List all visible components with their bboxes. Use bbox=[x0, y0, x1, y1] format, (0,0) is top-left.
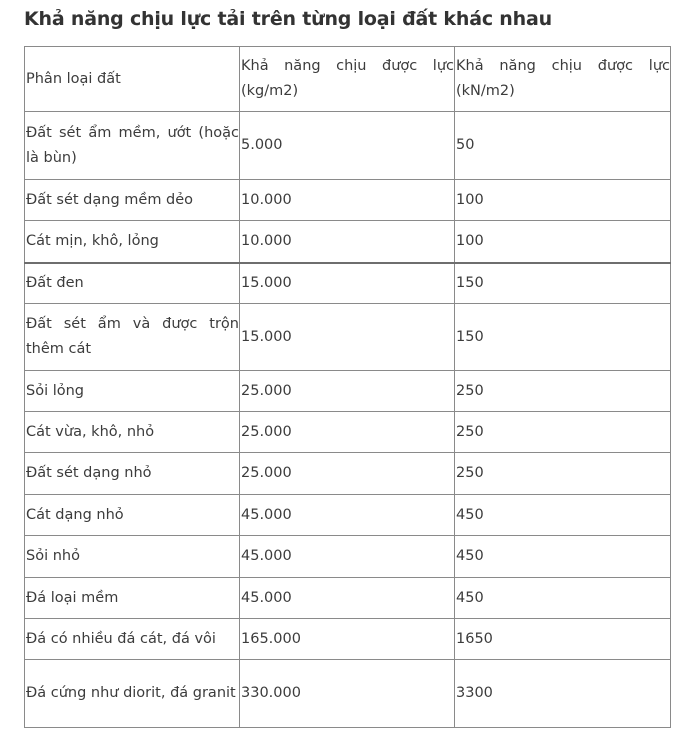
table-row bbox=[25, 536, 671, 578]
soil-cell: Cát vừa, khô, nhỏ bbox=[25, 412, 240, 453]
kn-m2-cell: 450 bbox=[455, 495, 671, 536]
kg-m2-cell: 5.000 bbox=[240, 112, 455, 180]
table-row bbox=[25, 578, 671, 619]
page-title: Khả năng chịu lực tải trên từng loại đất khác nhau bbox=[24, 8, 552, 30]
kn-m2-cell: 250 bbox=[455, 371, 671, 412]
kn-m2-cell: 150 bbox=[455, 304, 671, 371]
table-row bbox=[25, 180, 671, 221]
table-row bbox=[25, 112, 671, 180]
table-row bbox=[25, 660, 671, 728]
soil-bearing-capacity-table bbox=[24, 46, 671, 728]
header-soil-type: Phân loại đất bbox=[25, 47, 240, 112]
kg-m2-cell: 15.000 bbox=[240, 263, 455, 304]
table-row bbox=[25, 263, 671, 304]
kn-m2-cell: 50 bbox=[455, 112, 671, 180]
kg-m2-cell: 25.000 bbox=[240, 371, 455, 412]
kn-m2-cell: 1650 bbox=[455, 619, 671, 660]
kn-m2-cell: 150 bbox=[455, 263, 671, 304]
kg-m2-cell: 330.000 bbox=[240, 660, 455, 728]
kg-m2-cell: 45.000 bbox=[240, 495, 455, 536]
soil-cell: Đất sét ẩm và được trộn thêm cát bbox=[25, 304, 240, 371]
table-row bbox=[25, 619, 671, 660]
kn-m2-cell: 100 bbox=[455, 180, 671, 221]
soil-cell: Đất sét ẩm mềm, ướt (hoặc là bùn) bbox=[25, 112, 240, 180]
kg-m2-cell: 25.000 bbox=[240, 412, 455, 453]
kn-m2-cell: 450 bbox=[455, 536, 671, 578]
soil-cell: Đá cứng như diorit, đá granit bbox=[25, 660, 240, 728]
soil-cell: Sỏi lỏng bbox=[25, 371, 240, 412]
table-header-row bbox=[25, 47, 671, 112]
kn-m2-cell: 100 bbox=[455, 221, 671, 263]
kn-m2-cell: 250 bbox=[455, 412, 671, 453]
soil-cell: Đất đen bbox=[25, 263, 240, 304]
header-kg-m2: Khả năng chịu được lực (kg/m2) bbox=[240, 47, 455, 112]
kn-m2-cell: 250 bbox=[455, 453, 671, 495]
soil-cell: Cát dạng nhỏ bbox=[25, 495, 240, 536]
kg-m2-cell: 10.000 bbox=[240, 221, 455, 263]
table-row bbox=[25, 495, 671, 536]
kn-m2-cell: 450 bbox=[455, 578, 671, 619]
kn-m2-cell: 3300 bbox=[455, 660, 671, 728]
soil-cell: Đất sét dạng nhỏ bbox=[25, 453, 240, 495]
table-row bbox=[25, 304, 671, 371]
table-row bbox=[25, 221, 671, 263]
soil-cell: Đá có nhiều đá cát, đá vôi bbox=[25, 619, 240, 660]
table-row bbox=[25, 371, 671, 412]
soil-cell: Sỏi nhỏ bbox=[25, 536, 240, 578]
soil-cell: Cát mịn, khô, lỏng bbox=[25, 221, 240, 263]
soil-cell: Đất sét dạng mềm dẻo bbox=[25, 180, 240, 221]
table-row bbox=[25, 412, 671, 453]
table-row bbox=[25, 453, 671, 495]
kg-m2-cell: 10.000 bbox=[240, 180, 455, 221]
kg-m2-cell: 45.000 bbox=[240, 536, 455, 578]
kg-m2-cell: 45.000 bbox=[240, 578, 455, 619]
kg-m2-cell: 25.000 bbox=[240, 453, 455, 495]
header-kn-m2: Khả năng chịu được lực (kN/m2) bbox=[455, 47, 671, 112]
kg-m2-cell: 165.000 bbox=[240, 619, 455, 660]
soil-cell: Đá loại mềm bbox=[25, 578, 240, 619]
kg-m2-cell: 15.000 bbox=[240, 304, 455, 371]
